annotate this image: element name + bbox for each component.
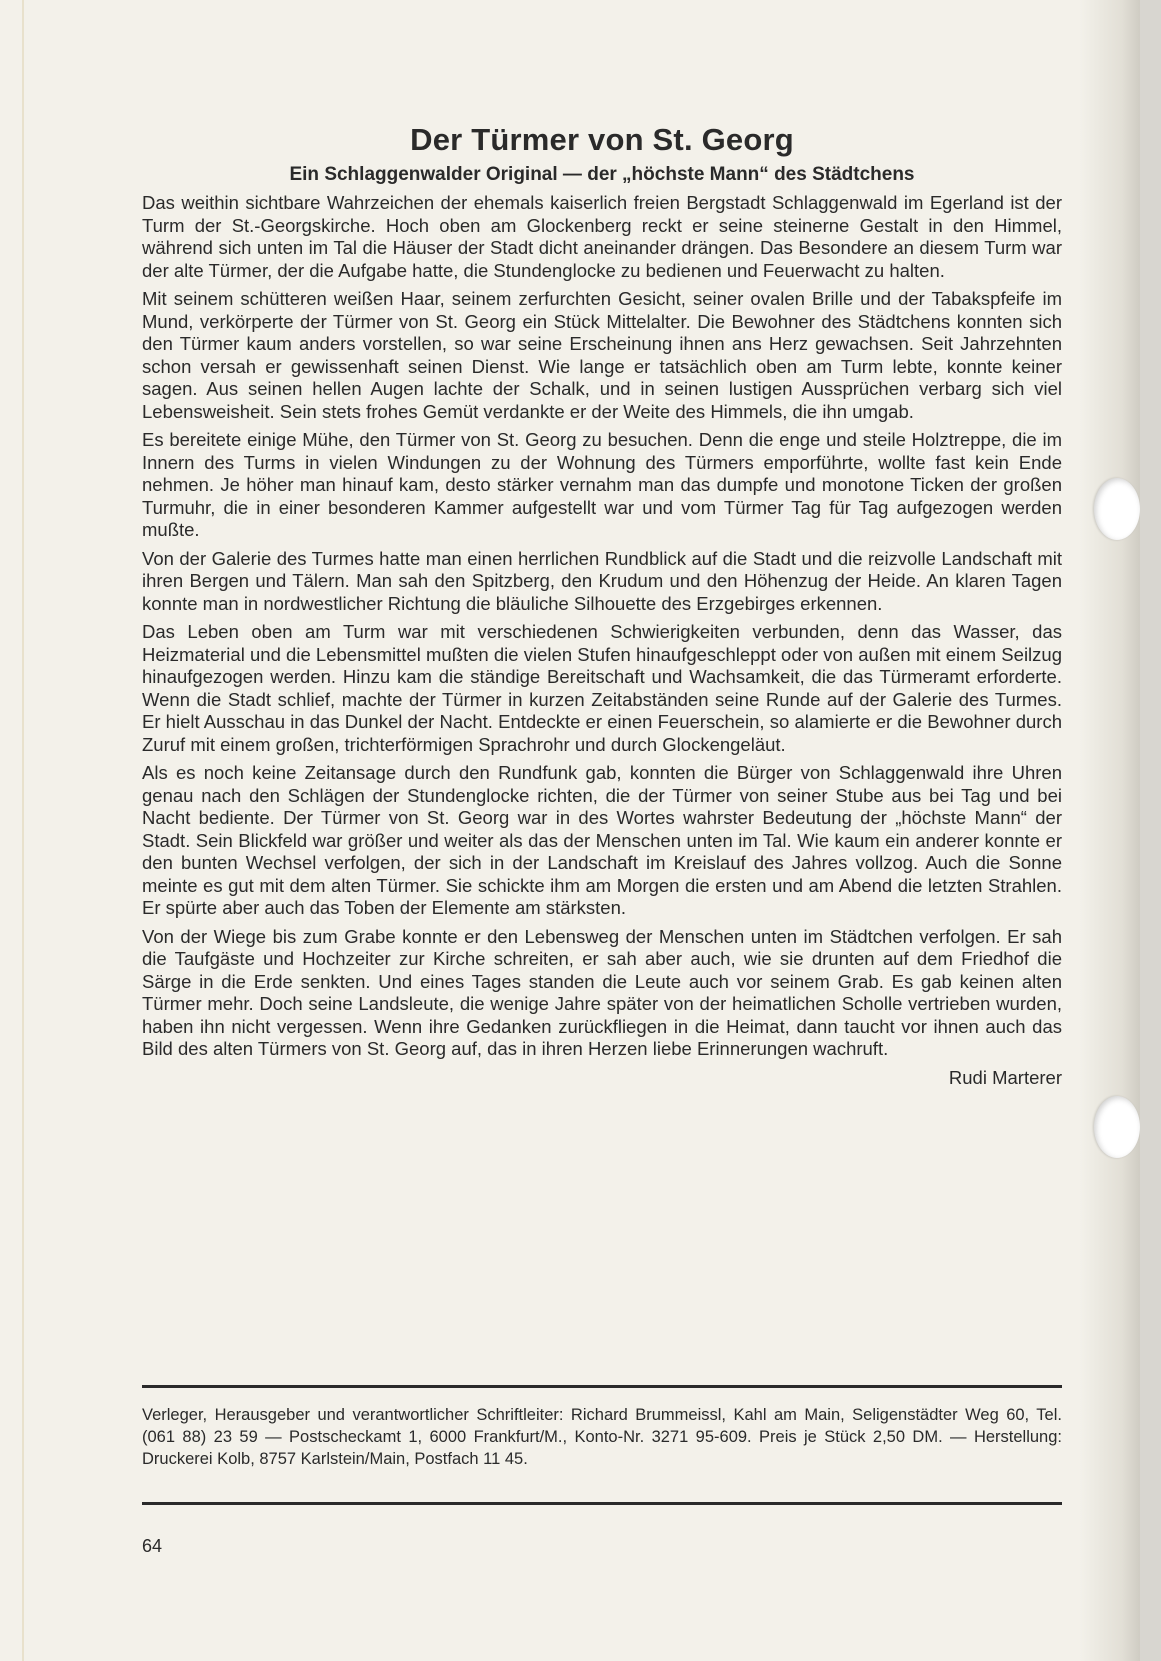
article-paragraph: Das weithin sichtbare Wahrzeichen der ehemals kaiserlich freien Bergstadt Schlaggenwald im Egerland ist der Turm der St.-Georgskirche. Hoch oben am Glockenberg reckt er seine steinerne Gestalt in den Himmel, während sich unten im Tal die Häuser der Stadt dicht aneinander drängen. Das Besondere an diesem Turm war der alte Türmer, der die Aufgabe hatte, die Stundenglocke zu bedienen und Feuerwacht zu halten. bbox=[142, 192, 1062, 281]
punch-hole-bottom bbox=[1094, 1096, 1140, 1158]
article-paragraph: Es bereitete einige Mühe, den Türmer von St. Georg zu besuchen. Denn die enge und steile Holztreppe, die im Innern des Turms in vielen Windungen zu der Wohnung des Türmers emporführte, wollte fast kein Ende nehmen. Je höher man hinauf kam, desto stärker vernahm man das dumpfe und monotone Ticken der großen Turmuhr, die in einer besonderen Kammer aufgestellt war und vom Türmer Tag für Tag aufgezogen werden mußte. bbox=[142, 429, 1062, 540]
page-number: 64 bbox=[142, 1536, 163, 1556]
article-title: Der Türmer von St. Georg bbox=[410, 122, 794, 157]
article-paragraph: Von der Galerie des Turmes hatte man einen herrlichen Rundblick auf die Stadt und die reizvolle Landschaft mit ihren Bergen und Tälern. Man sah den Spitzberg, den Krudum und den Höhenzug der Heide. An klaren Tagen konnte man in nordwestlicher Richtung die bläuliche Silhouette des Erzgebirges erkennen. bbox=[142, 547, 1062, 614]
article-paragraph: Von der Wiege bis zum Grabe konnte er den Lebensweg der Menschen unten im Städtchen verfolgen. Er sah die Taufgäste und Hochzeiter zur Kirche schreiten, er sah aber auch, wie sie drunten auf dem Friedhof die Särge in die Erde senkten. Und eines Tages standen die Leute auch vor seinem Grab. Es gab keinen alten Türmer mehr. Doch seine Landsleute, die wenige Jahre später von der heimatlichen Scholle vertrieben wurden, haben ihn nicht vergessen. Wenn ihre Gedanken zurückfliegen in die Heimat, dann taucht vor ihnen auch das Bild des alten Türmers von St. Georg auf, das in ihren Herzen liebe Erinnerungen wachruft. bbox=[142, 925, 1062, 1059]
article-paragraph: Mit seinem schütteren weißen Haar, seinem zerfurchten Gesicht, seiner ovalen Brille und der Tabakspfeife im Mund, verkörperte der Türmer von St. Georg ein Stück Mittelalter. Die Bewohner des Städtchens konnten sich den Türmer kaum anders vorstellen, so war seine Erscheinung ihnen ans Herz gewachsen. Seit Jahrzehnten schon versah er gewissenhaft seinen Dienst. Wie lange er tatsächlich oben am Turm lebte, konnte keiner sagen. Aus seinen hellen Augen lachte der Schalk, und in seinen lustigen Aussprüchen verbarg sich viel Lebensweisheit. Sein stets frohes Gemüt verdankte er der Weite des Himmels, die ihn umgab. bbox=[142, 288, 1062, 422]
imprint-divider-bottom bbox=[142, 1502, 1062, 1505]
imprint-divider-top bbox=[142, 1385, 1062, 1388]
punch-hole-top bbox=[1094, 478, 1140, 540]
article-author: Rudi Marterer bbox=[948, 1066, 1062, 1088]
article-paragraph: Das Leben oben am Turm war mit verschiedenen Schwierigkeiten verbunden, denn das Wasser, das Heizmaterial und die Lebensmittel mußten die vielen Stufen hinaufgeschleppt oder von außen mit einem Seilzug hinaufgezogen werden. Hinzu kam die ständige Bereitschaft und Wachsamkeit, die das Türmeramt erforderte. Wenn die Stadt schlief, machte der Türmer in kurzen Zeitabständen seine Runde auf der Galerie des Turmes. Er hielt Ausschau in das Dunkel der Nacht. Entdeckte er einen Feuerschein, so alamierte er die Bewohner durch Zuruf mit einem großen, trichterförmigen Sprachrohr und durch Glockengeläut. bbox=[142, 621, 1062, 755]
article-paragraph: Als es noch keine Zeitansage durch den Rundfunk gab, konnten die Bürger von Schlaggenwald ihre Uhren genau nach den Schlägen der Stundenglocke richten, die der Türmer von seiner Stube aus bei Tag und bei Nacht bediente. Der Türmer von St. Georg war in des Wortes wahrster Bedeutung der „höchste Mann“ der Stadt. Sein Blickfeld war größer und weiter als das der Menschen unten im Tal. Wie kaum ein anderer konnte er den bunten Wechsel verfolgen, der sich in der Landschaft im Kreislauf des Jahres vollzog. Auch die Sonne meinte es gut mit dem alten Türmer. Sie schickte ihm am Morgen die ersten und am Abend die letzten Strahlen. Er spürte aber auch das Toben der Elemente am stärksten. bbox=[142, 762, 1062, 918]
imprint-text: Verleger, Herausgeber und verantwortlicher Schriftleiter: Richard Brummeissl, Kahl am Main, Seligenstädter Weg 60, Tel. (061 88) 23 59 — Postscheckamt 1, 6000 Frankfurt/M., Konto-Nr. 3271 95-609. Preis je Stück 2,50 DM. — Herstellung: Druckerei Kolb, 8757 Karlstein/Main, Postfach 11 45. bbox=[142, 1406, 1062, 1468]
page-edge-shadow bbox=[1080, 0, 1140, 1661]
article-subtitle: Ein Schlaggenwalder Original — der „höchste Mann“ des Städtchens bbox=[289, 164, 915, 185]
page-margin-line bbox=[22, 0, 24, 1661]
article bbox=[142, 122, 1062, 1089]
